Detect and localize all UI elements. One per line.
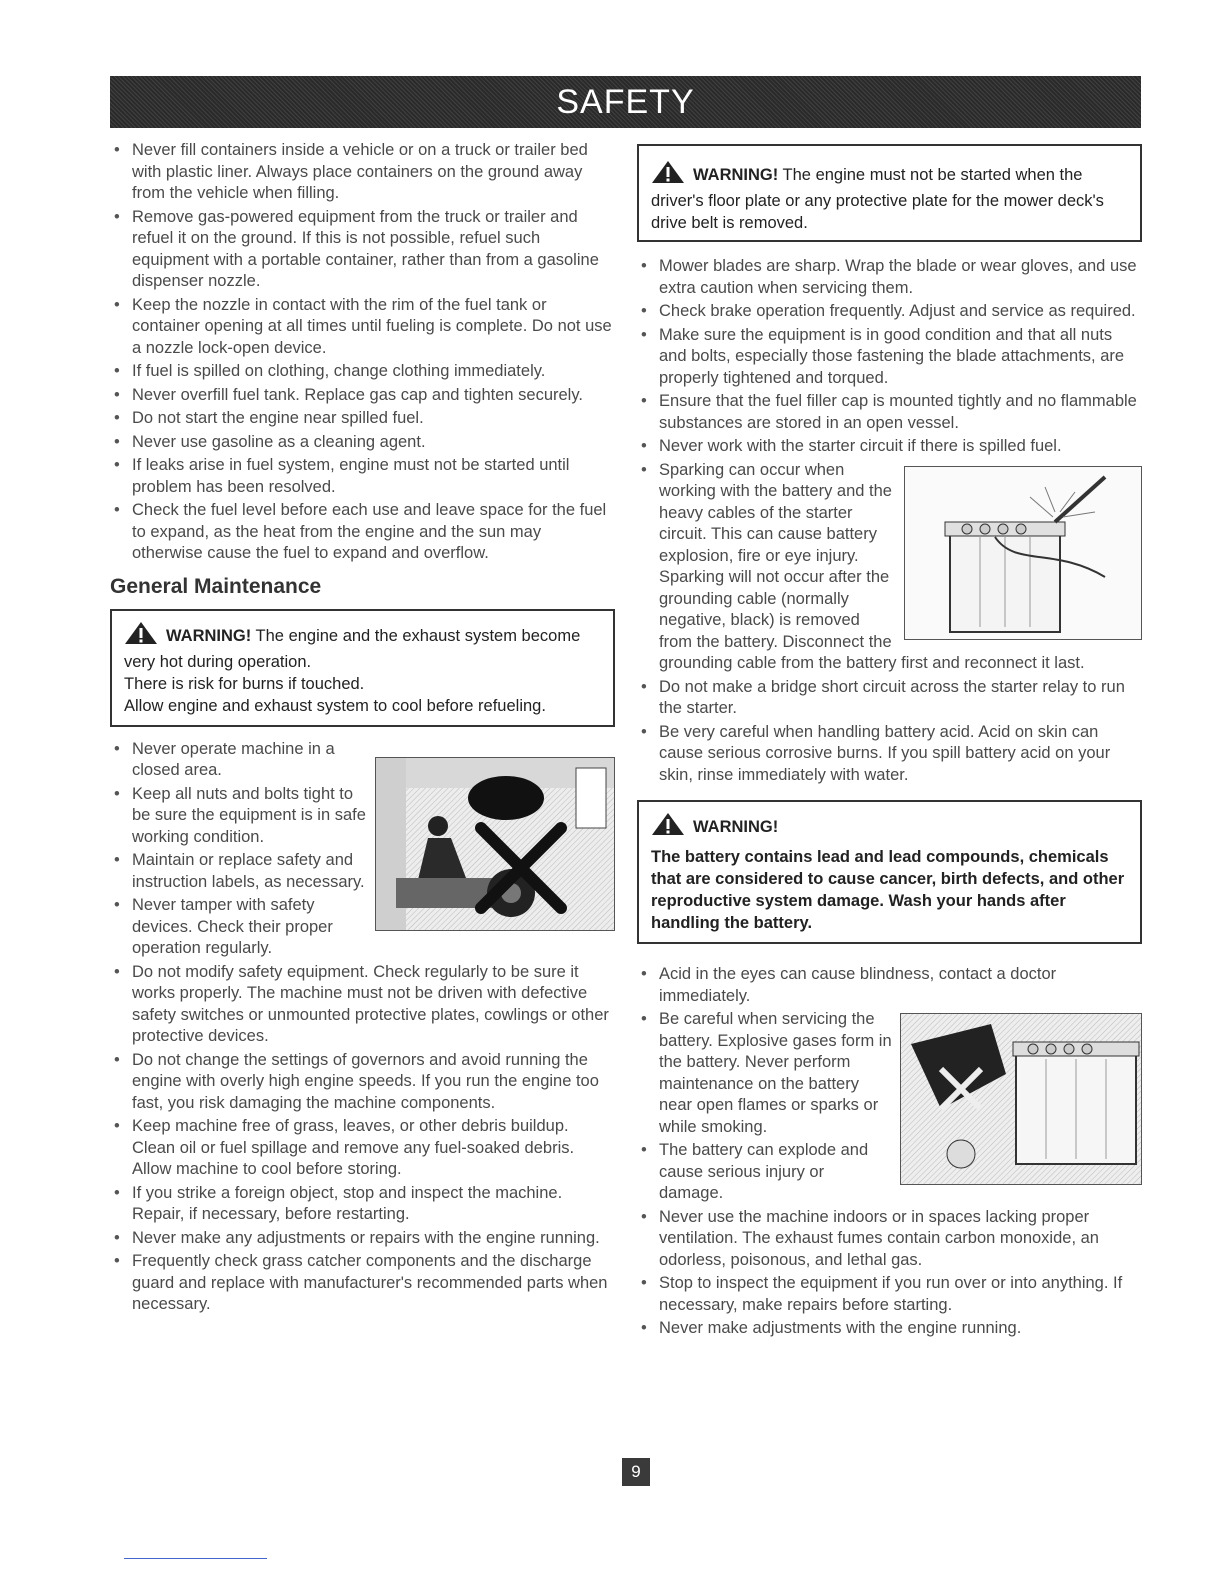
list-item: • If fuel is spilled on clothing, change clothing immediately.: [110, 361, 615, 383]
left-column: [110, 140, 615, 1318]
warning-text: The battery contains lead and lead compounds, chemicals that are considered to cause cancer, birth defects, and other reproductive system damage. Wash your hands after handling the battery.: [651, 848, 1125, 932]
list-item: • Do not start the engine near spilled fuel.: [110, 408, 615, 430]
list-item: • Do not make a bridge short circuit across the starter relay to run the starter.: [637, 677, 1142, 720]
warning-box-hot-engine: [110, 609, 615, 727]
page-number: 9: [622, 1458, 650, 1486]
list-item: • Never use the machine indoors or in spaces lacking proper ventilation. The exhaust fumes contain carbon monoxide, an odorless, poisonous, and lethal gas.: [637, 1207, 1142, 1272]
list-item: • Do not change the settings of governors and avoid running the engine with overly high engine speeds. If you run the engine too fast, you risk damaging the machine components.: [110, 1050, 615, 1115]
warning-label: WARNING!: [166, 626, 252, 645]
warning-box-battery-lead: [637, 800, 1142, 944]
list-item: • Never make any adjustments or repairs with the engine running.: [110, 1228, 615, 1250]
general-maintenance-heading: General Maintenance: [110, 574, 322, 598]
list-item: • The battery can explode and cause serious injury or damage.: [637, 1140, 1142, 1205]
warning-text: There is risk for burns if touched.: [124, 674, 365, 693]
list-item: • Maintain or replace safety and instruction labels, as necessary.: [110, 850, 615, 893]
list-item: • Frequently check grass catcher components and the discharge guard and replace with manufacturer's recommended parts when necessary.: [110, 1251, 615, 1316]
list-item: • Check brake operation frequently. Adjust and service as required.: [637, 301, 1142, 323]
list-item: [637, 1009, 1142, 1138]
list-item: • If you strike a foreign object, stop and inspect the machine. Repair, if necessary, before restarting.: [110, 1183, 615, 1226]
warning-text: Allow engine and exhaust system to cool before refueling.: [124, 696, 546, 715]
warning-text: The engine must not be started when the driver's floor plate or any protective plate for the mower deck's drive belt is removed.: [651, 166, 1104, 232]
right-list-b: [637, 964, 1142, 1340]
list-item: • Never make adjustments with the engine running.: [637, 1318, 1142, 1340]
list-item: • Never operate machine in a closed area.: [110, 739, 615, 782]
footer-divider: [124, 1558, 267, 1559]
warning-triangle-icon: [651, 812, 685, 842]
list-item: • Stop to inspect the equipment if you run over or into anything. If necessary, make repairs before starting.: [637, 1273, 1142, 1316]
list-item: • Keep the nozzle in contact with the rim of the fuel tank or container opening at all times until fueling is complete. Do not use a nozzle lock-open device.: [110, 295, 615, 360]
list-item: • Ensure that the fuel filler cap is mounted tightly and no flammable substances are stored in an open vessel.: [637, 391, 1142, 434]
list-item: • Make sure the equipment is in good condition and that all nuts and bolts, especially those fastening the blade attachments, are properly tightened and torqued.: [637, 325, 1142, 390]
warning-label: WARNING!: [693, 818, 779, 836]
maintenance-list: [110, 962, 615, 1316]
list-item: • Check the fuel level before each use and leave space for the fuel to expand, as the heat from the engine and the sun may otherwise cause the fuel to expand and overflow.: [110, 500, 615, 565]
list-item: • If leaks arise in fuel system, engine must not be started until problem has been resolved.: [110, 455, 615, 498]
list-item: • Never fill containers inside a vehicle or on a truck or trailer bed with plastic liner. Always place containers on the ground away from the vehicle when filling.: [110, 140, 615, 205]
battery-spark-illustration: [904, 466, 1142, 640]
list-item-text: Be careful when servicing the battery. Explosive gases form in the battery. Never perform maintenance on the battery near open flames or sparks or while smoking.: [659, 1010, 892, 1136]
section-title: SAFETY: [556, 82, 695, 121]
list-item: [637, 460, 1142, 675]
list-item: • Never tamper with safety devices. Check their proper operation regularly.: [110, 895, 615, 960]
list-item: • Keep all nuts and bolts tight to be sure the equipment is in safe working condition.: [110, 784, 615, 849]
list-item: • Mower blades are sharp. Wrap the blade or wear gloves, and use extra caution when servicing them.: [637, 256, 1142, 299]
list-item: • Be very careful when handling battery acid. Acid on skin can cause serious corrosive burns. If you spill battery acid on your skin, rinse immediately with water.: [637, 722, 1142, 787]
list-item: • Do not modify safety equipment. Check regularly to be sure it works properly. The machine must not be driven with defective safety switches or unmounted protective plates, cowlings or other protective devices.: [110, 962, 615, 1048]
section-banner: [110, 76, 1141, 128]
list-item-text: Sparking can occur when working with the battery and the heavy cables of the starter circuit. This can cause battery explosion, fire or eye injury. Sparking will not occur after the grounding cable (normally negative, black) is removed from the battery. Disconnect the grounding cable from the battery first and reconnect it last.: [659, 460, 1085, 672]
list-item: • Never use gasoline as a cleaning agent.: [110, 432, 615, 454]
warning-box-floor-plate: [637, 144, 1142, 242]
list-item: • Never work with the starter circuit if there is spilled fuel.: [637, 436, 1142, 458]
warning-label: WARNING!: [693, 166, 779, 184]
right-column: [637, 144, 1142, 1342]
list-item: • Keep machine free of grass, leaves, or other debris buildup. Clean oil or fuel spillage and remove any fuel-soaked debris. Allow machine to cool before storing.: [110, 1116, 615, 1181]
list-item: • Remove gas-powered equipment from the truck or trailer and refuel it on the ground. If this is not possible, refuel such equipment with a portable container, rather than from a gasoline dispenser nozzle.: [110, 207, 615, 293]
fuel-safety-list: [110, 140, 615, 565]
right-list-a: [637, 256, 1142, 786]
warning-triangle-icon: [651, 160, 685, 190]
list-item: • Never overfill fuel tank. Replace gas cap and tighten securely.: [110, 385, 615, 407]
warning-triangle-icon: [124, 621, 158, 651]
warning-text: The engine and the exhaust system become very hot during operation.: [124, 626, 581, 671]
list-item: • Acid in the eyes can cause blindness, contact a doctor immediately.: [637, 964, 1142, 1007]
